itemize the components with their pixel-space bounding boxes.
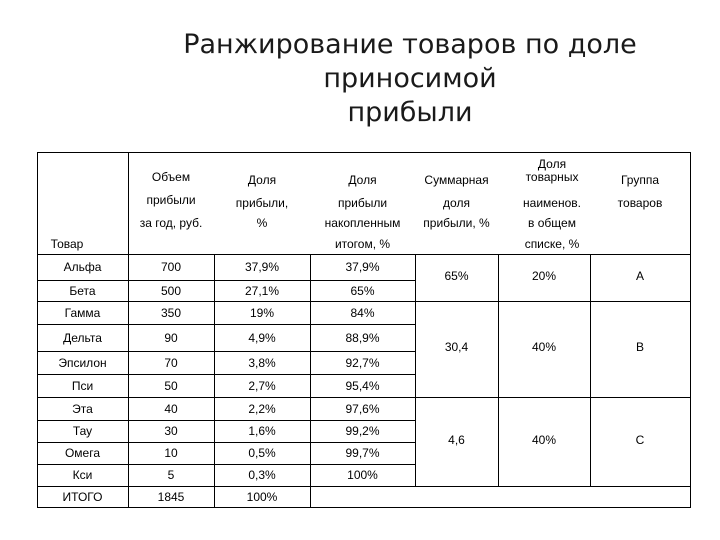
group-label: B [635, 340, 644, 354]
table-right-border [690, 152, 691, 507]
row-name: Пси [71, 379, 94, 393]
group-label: C [635, 433, 645, 447]
row-border [37, 442, 416, 443]
row-cum: 65% [350, 284, 375, 298]
row-volume: 10 [164, 446, 178, 460]
row-name: Тау [72, 424, 93, 438]
row-share: 19% [249, 306, 275, 320]
header-cum-line: накопленным [324, 216, 401, 230]
header-group-line: Группа [620, 173, 660, 187]
row-cum: 95,4% [345, 379, 380, 393]
row-cum: 99,2% [345, 424, 380, 438]
row-share: 1,6% [248, 424, 276, 438]
row-cum: 92,7% [345, 356, 380, 370]
row-border [37, 324, 416, 325]
row-share: 0,5% [248, 446, 276, 460]
group-items-share: 40% [531, 340, 557, 354]
row-volume: 50 [164, 379, 178, 393]
row-name: Омега [64, 446, 101, 460]
header-items-line: наименов. [523, 196, 581, 210]
row-border [37, 486, 416, 487]
group-total: 30,4 [444, 340, 469, 354]
header-cum-line: прибыли [337, 196, 388, 210]
header-volume-line: Объем [151, 170, 191, 184]
row-name: Эта [72, 402, 93, 416]
table-bottom-border [37, 507, 691, 508]
header-total-line: Суммарная [424, 173, 489, 187]
header-share-line: прибыли, [235, 196, 289, 210]
group-items-share: 20% [531, 269, 557, 283]
row-share: 0,3% [248, 468, 276, 482]
row-volume: 40 [164, 402, 178, 416]
col-divider-items [498, 254, 499, 486]
row-volume: 90 [164, 331, 178, 345]
header-items-line: Доля [537, 157, 567, 171]
header-total-line: доля [443, 196, 470, 210]
group-total: 4,6 [448, 433, 465, 447]
group-total: 65% [444, 269, 469, 283]
row-name: Эпсилон [58, 356, 107, 370]
row-border [37, 280, 416, 281]
row-border [37, 351, 416, 352]
col-divider-group [590, 254, 591, 486]
row-name: Кси [72, 468, 93, 482]
row-volume: 350 [160, 306, 182, 320]
title-line-2: прибыли [347, 97, 473, 128]
row-name: Бета [69, 284, 96, 298]
table-top-border [37, 152, 691, 153]
row-name: Альфа [63, 260, 102, 274]
row-share: 100% [246, 490, 278, 504]
header-share-line: % [256, 216, 268, 230]
row-share: 27,1% [244, 284, 280, 298]
row-volume: 70 [164, 356, 178, 370]
row-cum: 100% [347, 468, 378, 482]
title-line-1: Ранжирование товаров по доле приносимой [183, 29, 637, 94]
header-volume-line: прибыли [146, 193, 196, 207]
row-name: ИТОГО [62, 490, 103, 504]
header-product: Товар [50, 237, 84, 251]
row-cum: 37,9% [345, 260, 380, 274]
row-border [37, 301, 416, 302]
page-title [110, 28, 710, 130]
row-border [37, 374, 416, 375]
header-items-line: в общем [528, 216, 576, 230]
row-name: Гамма [64, 306, 101, 320]
row-volume: 700 [160, 260, 182, 274]
header-cum-line: Доля [348, 173, 377, 187]
row-share: 2,7% [248, 379, 276, 393]
header-share-line: Доля [247, 173, 277, 187]
row-cum: 84% [350, 306, 375, 320]
row-cum: 88,9% [345, 331, 380, 345]
group-label: A [635, 269, 644, 283]
header-items-line: списке, % [524, 237, 580, 251]
header-cum-line: итогом, % [334, 237, 391, 251]
row-volume: 5 [167, 468, 175, 482]
header-group-line: товаров [617, 196, 663, 210]
row-name: Дельта [63, 331, 102, 345]
group-border [415, 486, 691, 487]
group-border [415, 397, 691, 398]
row-share: 37,9% [244, 260, 280, 274]
row-volume: 30 [164, 424, 178, 438]
header-volume-line: за год, руб. [139, 216, 203, 230]
row-border [37, 464, 416, 465]
group-border [415, 301, 691, 302]
group-items-share: 40% [531, 433, 557, 447]
row-share: 2,2% [248, 402, 276, 416]
col-divider-total [415, 254, 416, 486]
row-cum: 99,7% [345, 446, 380, 460]
header-items-line: товарных [525, 170, 579, 184]
row-share: 4,9% [248, 331, 276, 345]
row-border [37, 420, 416, 421]
row-border [37, 397, 416, 398]
row-cum: 97,6% [345, 402, 380, 416]
row-share: 3,8% [248, 356, 276, 370]
row-volume: 1845 [157, 490, 185, 504]
header-bottom-border [37, 254, 691, 255]
row-volume: 500 [160, 284, 182, 298]
header-total-line: прибыли, % [423, 216, 490, 230]
